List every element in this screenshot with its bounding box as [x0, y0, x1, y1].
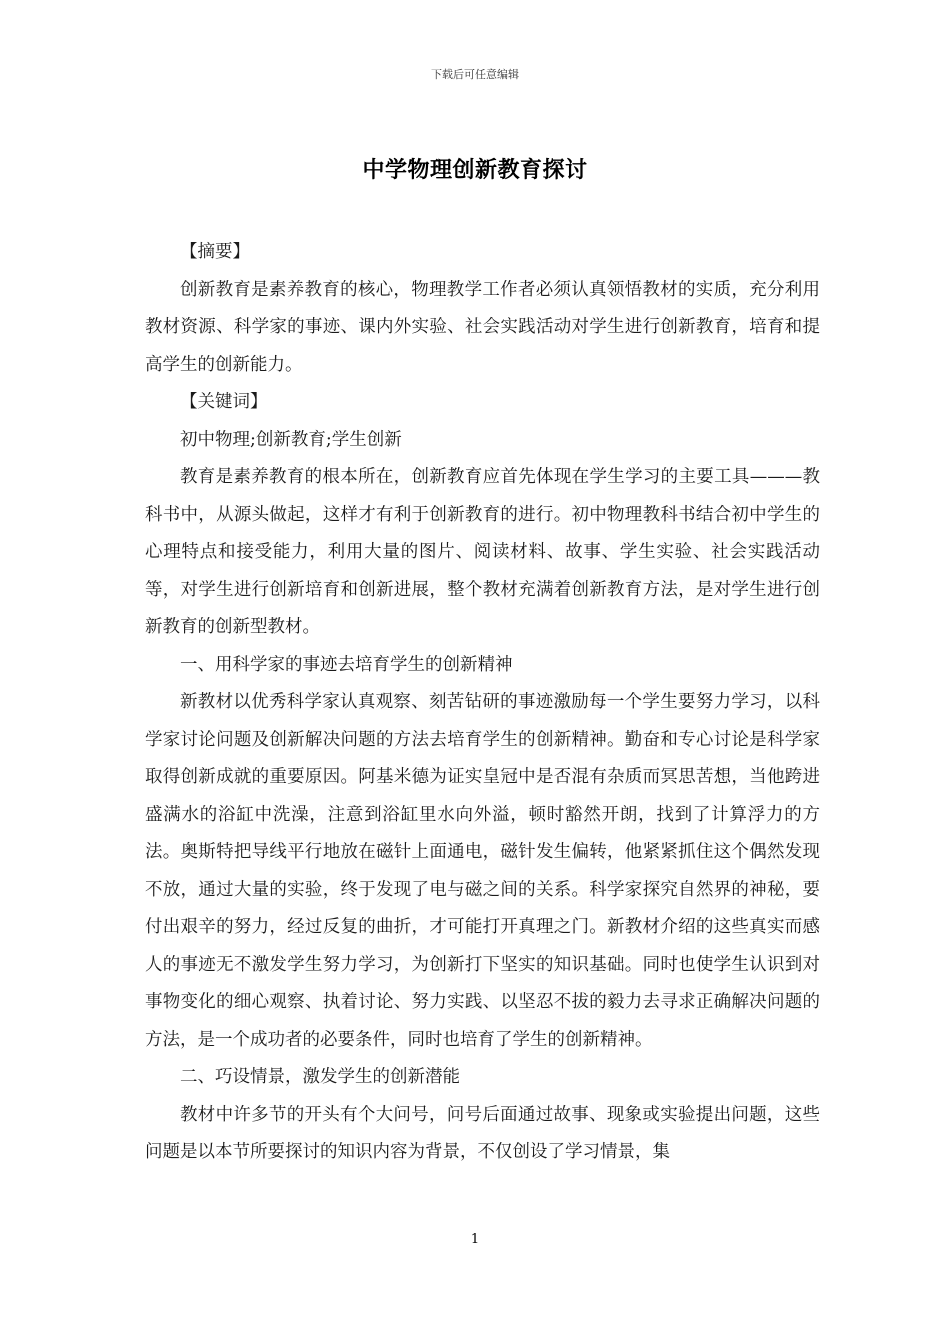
section-heading: 二、巧设情景，激发学生的创新潜能: [180, 1067, 460, 1087]
keywords-heading: 【关键词】: [180, 392, 268, 412]
body-paragraph: 新教材以优秀科学家认真观察、刻苦钻研的事迹激励每一个学生要努力学习，以科学家讨论问题及创新解决问题的方法去培育学生的创新精神。勤奋和专心讨论是科学家取得创新成就的重要原因。阿基米德为证实皇冠中是否混有杂质而冥思苦想，当他跨进盛满水的浴缸中洗澡，注意到浴缸里水向外溢，顿时豁然开朗，找到了计算浮力的方法。奥斯特把导线平行地放在磁针上面通电，磁针发生偏转，他紧紧抓住这个偶然发现不放，通过大量的实验，终于发现了电与磁之间的关系。科学家探究自然界的神秘，要付出艰辛的努力，经过反复的曲折，才可能打开真理之门。新教材介绍的这些真实而感人的事迹无不激发学生努力学习，为创新打下坚实的知识基础。同时也使学生认识到对事物变化的细心观察、执着讨论、努力实践、以坚忍不拔的毅力去寻求正确解决问题的方法，是一个成功者的必要条件，同时也培育了学生的创新精神。: [145, 692, 820, 1050]
keywords-paragraph: 初中物理;创新教育;学生创新: [180, 429, 402, 450]
abstract-heading: 【摘要】: [180, 242, 250, 262]
body-paragraph: 教育是素养教育的根本所在，创新教育应首先体现在学生学习的主要工具———教科书中，从源头做起，这样才有利于创新教育的进行。初中物理教科书结合初中学生的心理特点和接受能力，利用大量的图片、阅读材料、故事、学生实验、社会实践活动等，对学生进行创新培育和创新进展，整个教材充满着创新教育方法，是对学生进行创新教育的创新型教材。: [145, 467, 820, 637]
document-title: 中学物理创新教育探讨: [362, 157, 588, 183]
abstract-paragraph: 创新教育是素养教育的核心，物理教学工作者必须认真领悟教材的实质，充分利用教材资源、科学家的事迹、课内外实验、社会实践活动对学生进行创新教育，培育和提高学生的创新能力。: [145, 279, 820, 375]
page-number: 1: [470, 1232, 480, 1247]
section-heading: 一、用科学家的事迹去培育学生的创新精神: [180, 654, 513, 675]
document-body: [145, 234, 820, 1172]
body-paragraph: 教材中许多节的开头有个大问号，问号后面通过故事、现象或实验提出问题，这些问题是以本节所要探讨的知识内容为背景，不仅创设了学习情景，集: [145, 1104, 820, 1162]
header-note: 下载后可任意编辑: [431, 68, 519, 81]
